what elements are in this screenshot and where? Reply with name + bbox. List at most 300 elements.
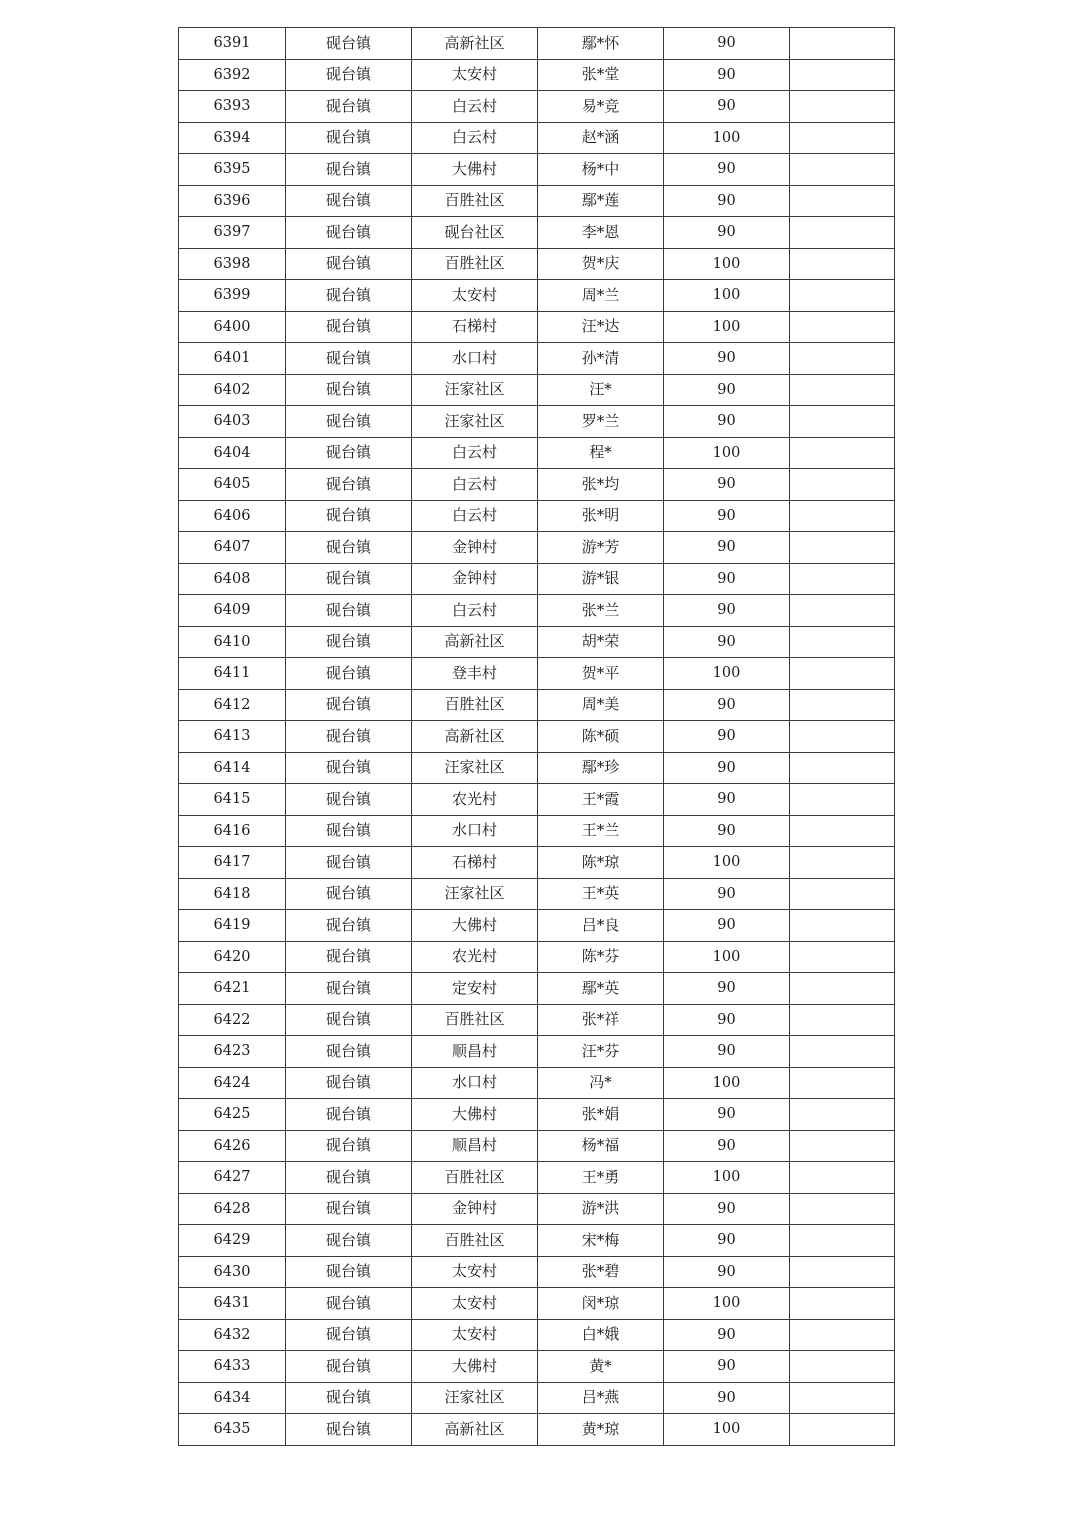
table-row: [179, 815, 895, 847]
name-cell: 宋*梅: [538, 1225, 664, 1257]
village-cell: 百胜社区: [412, 185, 538, 217]
note-cell: [790, 626, 895, 658]
note-cell: [790, 1382, 895, 1414]
town-cell: 砚台镇: [286, 626, 412, 658]
note-cell: [790, 847, 895, 879]
note-cell: [790, 280, 895, 312]
row-id-cell: 6402: [179, 374, 286, 406]
village-cell: 太安村: [412, 1319, 538, 1351]
table-row: [179, 437, 895, 469]
name-cell: 李*恩: [538, 217, 664, 249]
village-cell: 砚台社区: [412, 217, 538, 249]
note-cell: [790, 500, 895, 532]
amount-cell: 90: [664, 1382, 790, 1414]
village-cell: 水口村: [412, 343, 538, 375]
village-cell: 太安村: [412, 59, 538, 91]
amount-cell: 90: [664, 91, 790, 123]
name-cell: 汪*芬: [538, 1036, 664, 1068]
town-cell: 砚台镇: [286, 563, 412, 595]
table-row: [179, 626, 895, 658]
note-cell: [790, 59, 895, 91]
village-cell: 农光村: [412, 941, 538, 973]
town-cell: 砚台镇: [286, 1319, 412, 1351]
town-cell: 砚台镇: [286, 374, 412, 406]
row-id-cell: 6433: [179, 1351, 286, 1383]
name-cell: 张*堂: [538, 59, 664, 91]
town-cell: 砚台镇: [286, 1225, 412, 1257]
row-id-cell: 6396: [179, 185, 286, 217]
amount-cell: 90: [664, 1225, 790, 1257]
village-cell: 汪家社区: [412, 752, 538, 784]
town-cell: 砚台镇: [286, 752, 412, 784]
note-cell: [790, 784, 895, 816]
row-id-cell: 6399: [179, 280, 286, 312]
town-cell: 砚台镇: [286, 1036, 412, 1068]
name-cell: 张*兰: [538, 595, 664, 627]
table-row: [179, 1351, 895, 1383]
row-id-cell: 6409: [179, 595, 286, 627]
town-cell: 砚台镇: [286, 311, 412, 343]
town-cell: 砚台镇: [286, 595, 412, 627]
table-row: [179, 1162, 895, 1194]
amount-cell: 100: [664, 941, 790, 973]
town-cell: 砚台镇: [286, 1004, 412, 1036]
village-cell: 百胜社区: [412, 689, 538, 721]
table-row: [179, 1382, 895, 1414]
village-cell: 太安村: [412, 280, 538, 312]
town-cell: 砚台镇: [286, 1162, 412, 1194]
note-cell: [790, 122, 895, 154]
note-cell: [790, 469, 895, 501]
table-row: [179, 374, 895, 406]
table-row: [179, 406, 895, 438]
village-cell: 百胜社区: [412, 1225, 538, 1257]
name-cell: 张*娟: [538, 1099, 664, 1131]
village-cell: 金钟村: [412, 532, 538, 564]
name-cell: 周*兰: [538, 280, 664, 312]
table-row: [179, 1004, 895, 1036]
town-cell: 砚台镇: [286, 1288, 412, 1320]
row-id-cell: 6406: [179, 500, 286, 532]
table-row: [179, 1130, 895, 1162]
amount-cell: 90: [664, 784, 790, 816]
village-cell: 汪家社区: [412, 406, 538, 438]
row-id-cell: 6424: [179, 1067, 286, 1099]
amount-cell: 90: [664, 217, 790, 249]
name-cell: 王*霞: [538, 784, 664, 816]
village-cell: 金钟村: [412, 1193, 538, 1225]
amount-cell: 90: [664, 721, 790, 753]
table-row: [179, 59, 895, 91]
name-cell: 罗*兰: [538, 406, 664, 438]
note-cell: [790, 1004, 895, 1036]
name-cell: 陈*琼: [538, 847, 664, 879]
amount-cell: 90: [664, 1319, 790, 1351]
table-row: [179, 28, 895, 60]
amount-cell: 100: [664, 847, 790, 879]
village-cell: 顺昌村: [412, 1036, 538, 1068]
note-cell: [790, 311, 895, 343]
amount-cell: 100: [664, 437, 790, 469]
village-cell: 大佛村: [412, 1351, 538, 1383]
name-cell: 王*勇: [538, 1162, 664, 1194]
village-cell: 大佛村: [412, 154, 538, 186]
row-id-cell: 6432: [179, 1319, 286, 1351]
row-id-cell: 6430: [179, 1256, 286, 1288]
amount-cell: 100: [664, 248, 790, 280]
amount-cell: 90: [664, 185, 790, 217]
town-cell: 砚台镇: [286, 500, 412, 532]
village-cell: 百胜社区: [412, 1004, 538, 1036]
row-id-cell: 6391: [179, 28, 286, 60]
row-id-cell: 6435: [179, 1414, 286, 1446]
name-cell: 游*芳: [538, 532, 664, 564]
note-cell: [790, 1099, 895, 1131]
name-cell: 陈*芬: [538, 941, 664, 973]
table-row: [179, 595, 895, 627]
village-cell: 登丰村: [412, 658, 538, 690]
note-cell: [790, 1414, 895, 1446]
row-id-cell: 6404: [179, 437, 286, 469]
row-id-cell: 6431: [179, 1288, 286, 1320]
table-row: [179, 563, 895, 595]
village-cell: 百胜社区: [412, 248, 538, 280]
row-id-cell: 6394: [179, 122, 286, 154]
amount-cell: 90: [664, 532, 790, 564]
name-cell: 陈*硕: [538, 721, 664, 753]
amount-cell: 90: [664, 343, 790, 375]
table-row: [179, 1225, 895, 1257]
note-cell: [790, 1036, 895, 1068]
village-cell: 大佛村: [412, 1099, 538, 1131]
table-row: [179, 910, 895, 942]
table-row: [179, 1414, 895, 1446]
town-cell: 砚台镇: [286, 343, 412, 375]
records-table: [178, 27, 895, 1446]
row-id-cell: 6421: [179, 973, 286, 1005]
amount-cell: 90: [664, 689, 790, 721]
table-row: [179, 154, 895, 186]
town-cell: 砚台镇: [286, 1414, 412, 1446]
town-cell: 砚台镇: [286, 910, 412, 942]
note-cell: [790, 217, 895, 249]
amount-cell: 90: [664, 59, 790, 91]
table-row: [179, 973, 895, 1005]
amount-cell: 90: [664, 595, 790, 627]
row-id-cell: 6417: [179, 847, 286, 879]
table-row: [179, 847, 895, 879]
town-cell: 砚台镇: [286, 847, 412, 879]
village-cell: 白云村: [412, 437, 538, 469]
name-cell: 白*娥: [538, 1319, 664, 1351]
town-cell: 砚台镇: [286, 280, 412, 312]
note-cell: [790, 1256, 895, 1288]
amount-cell: 90: [664, 406, 790, 438]
note-cell: [790, 595, 895, 627]
name-cell: 周*美: [538, 689, 664, 721]
amount-cell: 90: [664, 1036, 790, 1068]
amount-cell: 90: [664, 374, 790, 406]
name-cell: 胡*荣: [538, 626, 664, 658]
table-row: [179, 91, 895, 123]
row-id-cell: 6434: [179, 1382, 286, 1414]
village-cell: 高新社区: [412, 28, 538, 60]
row-id-cell: 6410: [179, 626, 286, 658]
table-row: [179, 1099, 895, 1131]
town-cell: 砚台镇: [286, 1256, 412, 1288]
table-row: [179, 185, 895, 217]
note-cell: [790, 658, 895, 690]
name-cell: 杨*福: [538, 1130, 664, 1162]
town-cell: 砚台镇: [286, 1067, 412, 1099]
village-cell: 金钟村: [412, 563, 538, 595]
village-cell: 高新社区: [412, 721, 538, 753]
note-cell: [790, 1193, 895, 1225]
note-cell: [790, 1288, 895, 1320]
amount-cell: 90: [664, 563, 790, 595]
note-cell: [790, 91, 895, 123]
amount-cell: 100: [664, 1414, 790, 1446]
village-cell: 汪家社区: [412, 1382, 538, 1414]
note-cell: [790, 1067, 895, 1099]
town-cell: 砚台镇: [286, 217, 412, 249]
note-cell: [790, 878, 895, 910]
name-cell: 汪*达: [538, 311, 664, 343]
row-id-cell: 6393: [179, 91, 286, 123]
amount-cell: 100: [664, 1067, 790, 1099]
table-row: [179, 217, 895, 249]
note-cell: [790, 1225, 895, 1257]
town-cell: 砚台镇: [286, 784, 412, 816]
town-cell: 砚台镇: [286, 59, 412, 91]
note-cell: [790, 343, 895, 375]
town-cell: 砚台镇: [286, 406, 412, 438]
town-cell: 砚台镇: [286, 1099, 412, 1131]
town-cell: 砚台镇: [286, 1193, 412, 1225]
village-cell: 水口村: [412, 1067, 538, 1099]
records-table-body: [179, 28, 895, 1446]
town-cell: 砚台镇: [286, 689, 412, 721]
table-row: [179, 1319, 895, 1351]
town-cell: 砚台镇: [286, 248, 412, 280]
table-row: [179, 658, 895, 690]
name-cell: 闵*琼: [538, 1288, 664, 1320]
town-cell: 砚台镇: [286, 185, 412, 217]
village-cell: 大佛村: [412, 910, 538, 942]
amount-cell: 90: [664, 1256, 790, 1288]
village-cell: 太安村: [412, 1256, 538, 1288]
village-cell: 汪家社区: [412, 878, 538, 910]
table-row: [179, 248, 895, 280]
table-row: [179, 280, 895, 312]
name-cell: 冯*: [538, 1067, 664, 1099]
amount-cell: 90: [664, 469, 790, 501]
village-cell: 白云村: [412, 122, 538, 154]
village-cell: 农光村: [412, 784, 538, 816]
village-cell: 石梯村: [412, 311, 538, 343]
name-cell: 王*兰: [538, 815, 664, 847]
name-cell: 贺*平: [538, 658, 664, 690]
amount-cell: 90: [664, 28, 790, 60]
village-cell: 水口村: [412, 815, 538, 847]
name-cell: 游*银: [538, 563, 664, 595]
table-row: [179, 878, 895, 910]
note-cell: [790, 1130, 895, 1162]
table-row: [179, 689, 895, 721]
name-cell: 鄢*怀: [538, 28, 664, 60]
amount-cell: 90: [664, 815, 790, 847]
name-cell: 鄢*英: [538, 973, 664, 1005]
table-row: [179, 343, 895, 375]
name-cell: 张*均: [538, 469, 664, 501]
name-cell: 王*英: [538, 878, 664, 910]
note-cell: [790, 374, 895, 406]
town-cell: 砚台镇: [286, 28, 412, 60]
table-row: [179, 1288, 895, 1320]
amount-cell: 90: [664, 878, 790, 910]
note-cell: [790, 752, 895, 784]
name-cell: 杨*中: [538, 154, 664, 186]
table-row: [179, 752, 895, 784]
village-cell: 高新社区: [412, 1414, 538, 1446]
town-cell: 砚台镇: [286, 532, 412, 564]
note-cell: [790, 815, 895, 847]
town-cell: 砚台镇: [286, 1351, 412, 1383]
note-cell: [790, 248, 895, 280]
note-cell: [790, 1319, 895, 1351]
town-cell: 砚台镇: [286, 941, 412, 973]
row-id-cell: 6419: [179, 910, 286, 942]
table-row: [179, 469, 895, 501]
table-row: [179, 1256, 895, 1288]
row-id-cell: 6412: [179, 689, 286, 721]
town-cell: 砚台镇: [286, 1130, 412, 1162]
note-cell: [790, 437, 895, 469]
row-id-cell: 6429: [179, 1225, 286, 1257]
name-cell: 张*碧: [538, 1256, 664, 1288]
village-cell: 高新社区: [412, 626, 538, 658]
village-cell: 白云村: [412, 500, 538, 532]
name-cell: 吕*良: [538, 910, 664, 942]
row-id-cell: 6428: [179, 1193, 286, 1225]
amount-cell: 90: [664, 1193, 790, 1225]
village-cell: 太安村: [412, 1288, 538, 1320]
row-id-cell: 6422: [179, 1004, 286, 1036]
note-cell: [790, 941, 895, 973]
town-cell: 砚台镇: [286, 878, 412, 910]
row-id-cell: 6425: [179, 1099, 286, 1131]
note-cell: [790, 154, 895, 186]
village-cell: 石梯村: [412, 847, 538, 879]
town-cell: 砚台镇: [286, 122, 412, 154]
amount-cell: 90: [664, 1004, 790, 1036]
name-cell: 游*洪: [538, 1193, 664, 1225]
village-cell: 白云村: [412, 595, 538, 627]
amount-cell: 90: [664, 1351, 790, 1383]
name-cell: 易*竞: [538, 91, 664, 123]
row-id-cell: 6398: [179, 248, 286, 280]
row-id-cell: 6420: [179, 941, 286, 973]
note-cell: [790, 532, 895, 564]
note-cell: [790, 1351, 895, 1383]
amount-cell: 100: [664, 311, 790, 343]
town-cell: 砚台镇: [286, 973, 412, 1005]
row-id-cell: 6427: [179, 1162, 286, 1194]
row-id-cell: 6416: [179, 815, 286, 847]
row-id-cell: 6414: [179, 752, 286, 784]
amount-cell: 100: [664, 280, 790, 312]
village-cell: 百胜社区: [412, 1162, 538, 1194]
row-id-cell: 6418: [179, 878, 286, 910]
name-cell: 赵*涵: [538, 122, 664, 154]
name-cell: 孙*清: [538, 343, 664, 375]
town-cell: 砚台镇: [286, 469, 412, 501]
name-cell: 鄢*莲: [538, 185, 664, 217]
amount-cell: 90: [664, 973, 790, 1005]
row-id-cell: 6423: [179, 1036, 286, 1068]
table-row: [179, 941, 895, 973]
name-cell: 程*: [538, 437, 664, 469]
amount-cell: 90: [664, 1130, 790, 1162]
town-cell: 砚台镇: [286, 91, 412, 123]
table-row: [179, 532, 895, 564]
note-cell: [790, 689, 895, 721]
note-cell: [790, 721, 895, 753]
town-cell: 砚台镇: [286, 815, 412, 847]
village-cell: 定安村: [412, 973, 538, 1005]
amount-cell: 90: [664, 1099, 790, 1131]
row-id-cell: 6397: [179, 217, 286, 249]
table-row: [179, 1036, 895, 1068]
note-cell: [790, 1162, 895, 1194]
town-cell: 砚台镇: [286, 1382, 412, 1414]
amount-cell: 90: [664, 752, 790, 784]
row-id-cell: 6411: [179, 658, 286, 690]
table-row: [179, 1193, 895, 1225]
note-cell: [790, 563, 895, 595]
note-cell: [790, 185, 895, 217]
amount-cell: 90: [664, 626, 790, 658]
village-cell: 汪家社区: [412, 374, 538, 406]
note-cell: [790, 973, 895, 1005]
row-id-cell: 6408: [179, 563, 286, 595]
town-cell: 砚台镇: [286, 658, 412, 690]
note-cell: [790, 28, 895, 60]
name-cell: 吕*燕: [538, 1382, 664, 1414]
row-id-cell: 6426: [179, 1130, 286, 1162]
name-cell: 黄*: [538, 1351, 664, 1383]
name-cell: 张*祥: [538, 1004, 664, 1036]
town-cell: 砚台镇: [286, 154, 412, 186]
row-id-cell: 6395: [179, 154, 286, 186]
amount-cell: 100: [664, 122, 790, 154]
row-id-cell: 6415: [179, 784, 286, 816]
table-row: [179, 721, 895, 753]
note-cell: [790, 910, 895, 942]
row-id-cell: 6400: [179, 311, 286, 343]
table-row: [179, 784, 895, 816]
town-cell: 砚台镇: [286, 437, 412, 469]
row-id-cell: 6405: [179, 469, 286, 501]
note-cell: [790, 406, 895, 438]
row-id-cell: 6413: [179, 721, 286, 753]
village-cell: 白云村: [412, 469, 538, 501]
village-cell: 顺昌村: [412, 1130, 538, 1162]
table-row: [179, 1067, 895, 1099]
amount-cell: 100: [664, 1162, 790, 1194]
name-cell: 张*明: [538, 500, 664, 532]
name-cell: 黄*琼: [538, 1414, 664, 1446]
